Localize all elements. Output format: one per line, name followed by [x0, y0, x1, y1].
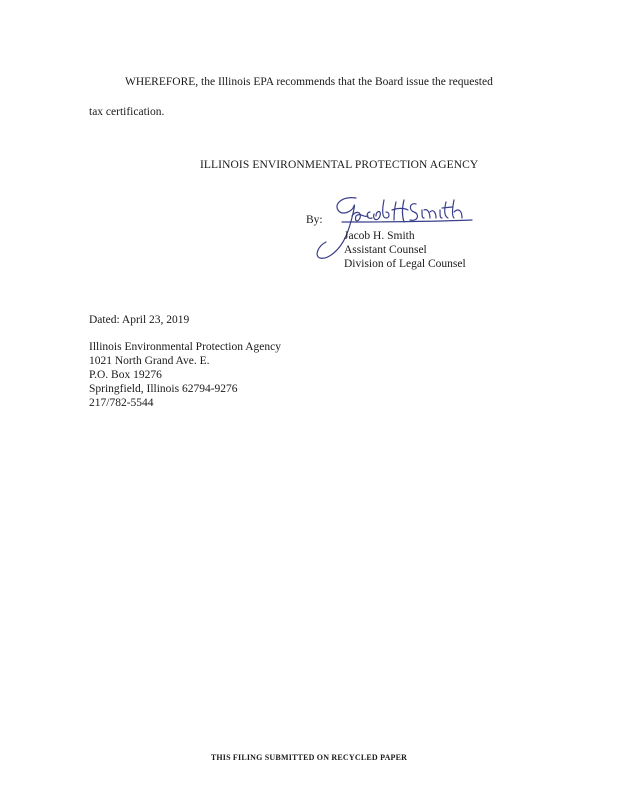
address-line-phone: 217/782-5544	[89, 397, 154, 409]
dated-line: Dated: April 23, 2019	[89, 314, 190, 326]
agency-name: ILLINOIS ENVIRONMENTAL PROTECTION AGENCY	[200, 159, 479, 171]
signer-title: Assistant Counsel	[344, 244, 427, 256]
by-label: By:	[306, 214, 323, 226]
address-line-street: 1021 North Grand Ave. E.	[89, 355, 210, 367]
address-line-po-box: P.O. Box 19276	[89, 369, 162, 381]
address-line-agency: Illinois Environmental Protection Agency	[89, 341, 281, 353]
paragraph-line-2: tax certification.	[89, 106, 165, 118]
signer-name: Jacob H. Smith	[344, 230, 415, 242]
signer-division: Division of Legal Counsel	[344, 258, 466, 270]
recycled-paper-footer: THIS FILING SUBMITTED ON RECYCLED PAPER	[210, 753, 408, 762]
paragraph-line-1: WHEREFORE, the Illinois EPA recommends that the Board issue the requested	[125, 76, 493, 88]
address-line-city: Springfield, Illinois 62794-9276	[89, 383, 238, 395]
